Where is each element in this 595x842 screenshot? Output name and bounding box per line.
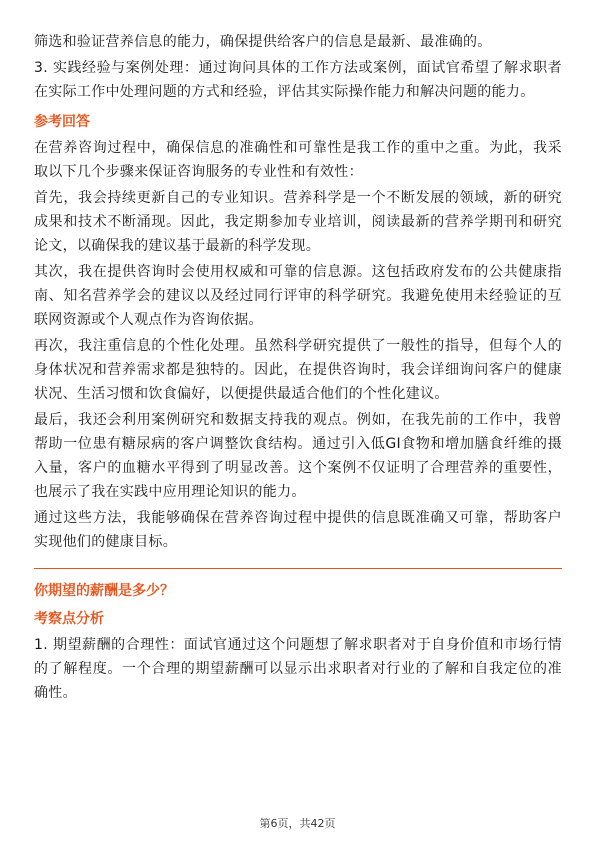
intro-paragraph: 3. 实践经验与案例处理：通过询问具体的工作方法或案例，面试官希望了解求职者在实际工作中处理问题的方式和经验，评估其实际操作能力和解决问题的能力。 <box>34 60 562 100</box>
answer-paragraph: 首先，我会持续更新自己的专业知识。营养科学是一个不断发展的领域，新的研究成果和技术不断涌现。因此，我定期参加专业培训，阅读最新的营养学期刊和研究论文，以确保我的建议基于最新的科学发现。 <box>34 190 562 254</box>
answer-paragraph: 通过这些方法，我能够确保在营养咨询过程中提供的信息既准确又可靠，帮助客户实现他们的健康目标。 <box>34 510 562 550</box>
answer-heading: 参考回答 <box>34 114 90 130</box>
page-footer: 第6页，共42页 <box>259 817 336 830</box>
section-divider <box>34 568 562 569</box>
answer-paragraph: 最后，我还会利用案例研究和数据支持我的观点。例如，在我先前的工作中，我曾帮助一位患有糖尿病的客户调整饮食结构。通过引入低GI食物和增加膳食纤维的摄入量，客户的血糖水平得到了明显改善。这个案例不仅证明了合理营养的重要性，也展示了我在实践中应用理论知识的能力。 <box>34 412 562 500</box>
question-title: 你期望的薪酬是多少？ <box>34 583 174 599</box>
analysis-paragraph: 1. 期望薪酬的合理性：面试官通过这个问题想了解求职者对于自身价值和市场行情的了解程度。一个合理的期望薪酬可以显示出求职者对行业的了解和自我定位的准确性。 <box>34 637 562 701</box>
intro-paragraph: 筛选和验证营养信息的能力，确保提供给客户的信息是最新、最准确的。 <box>34 34 492 50</box>
analysis-heading: 考察点分析 <box>34 611 104 627</box>
page-content <box>34 30 562 707</box>
answer-paragraph: 其次，我在提供咨询时会使用权威和可靠的信息源。这包括政府发布的公共健康指南、知名营养学会的建议以及经过同行评审的科学研究。我避免使用未经验证的互联网资源或个人观点作为咨询依据。 <box>34 264 562 328</box>
answer-paragraph: 再次，我注重信息的个性化处理。虽然科学研究提供了一般性的指导，但每个人的身体状况和营养需求都是独特的。因此，在提供咨询时，我会详细询问客户的健康状况、生活习惯和饮食偏好，以便提供最适合他们的个性化建议。 <box>34 338 562 402</box>
answer-paragraph: 在营养咨询过程中，确保信息的准确性和可靠性是我工作的重中之重。为此，我采取以下几个步骤来保证咨询服务的专业性和有效性： <box>34 140 562 180</box>
